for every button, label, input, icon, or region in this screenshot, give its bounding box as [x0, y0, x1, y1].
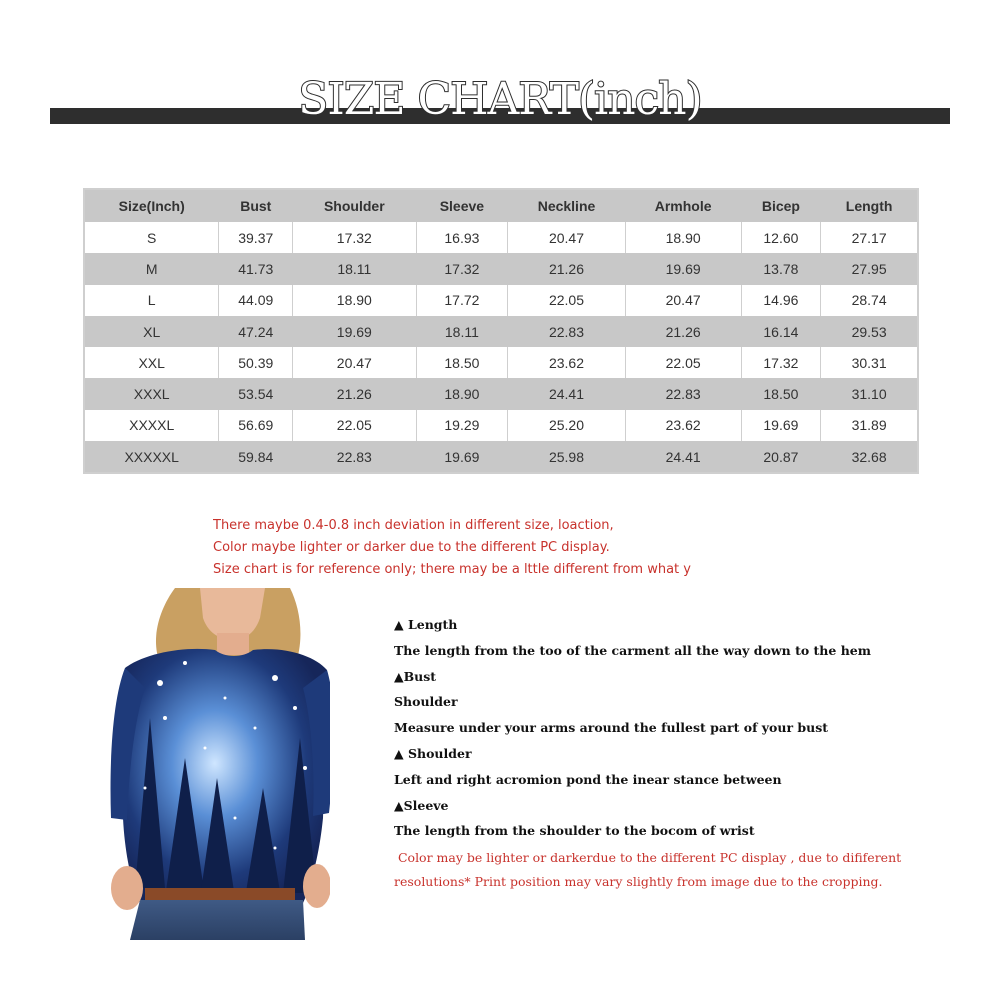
table-cell: 18.11	[293, 253, 416, 284]
table-cell: 22.05	[508, 285, 625, 316]
table-cell: 16.93	[416, 222, 508, 253]
table-cell: 17.72	[416, 285, 508, 316]
column-header: Bust	[219, 189, 293, 222]
table-cell: 20.87	[741, 441, 821, 473]
note-line: Color maybe lighter or darker due to the different PC display.	[213, 540, 610, 555]
table-cell: M	[84, 253, 219, 284]
table-cell: 18.50	[741, 378, 821, 409]
table-cell: 31.89	[821, 410, 918, 441]
column-header: Size(Inch)	[84, 189, 219, 222]
table-cell: 47.24	[219, 316, 293, 347]
size-chart-table	[83, 188, 919, 474]
table-cell: 17.32	[741, 347, 821, 378]
length-heading: ▲ Length	[394, 617, 458, 632]
table-cell: 20.47	[625, 285, 741, 316]
table-cell: 23.62	[625, 410, 741, 441]
table-cell: 18.90	[416, 378, 508, 409]
column-header: Armhole	[625, 189, 741, 222]
table-cell: 27.17	[821, 222, 918, 253]
table-cell: 21.26	[508, 253, 625, 284]
table-row	[84, 441, 918, 473]
note-line: There maybe 0.4-0.8 inch deviation in different size, loaction,	[213, 518, 614, 533]
page-title: SIZE CHART(inch)	[298, 74, 702, 125]
table-cell: 16.14	[741, 316, 821, 347]
table-row	[84, 285, 918, 316]
shoulder-heading: ▲ Shoulder	[394, 745, 472, 761]
column-header: Bicep	[741, 189, 821, 222]
table-cell: 20.47	[508, 222, 625, 253]
shoulder-text: Left and right acromion pond the inear stance between	[394, 771, 782, 787]
sleeve-text: The length from the shoulder to the bocom of wrist	[394, 823, 755, 839]
table-cell: 12.60	[741, 222, 821, 253]
table-cell: 53.54	[219, 378, 293, 409]
table-cell: 19.69	[416, 441, 508, 473]
table-cell: 23.62	[508, 347, 625, 378]
bust-heading: ▲Bust	[394, 668, 437, 684]
footer-line: resolutions* Print position may vary slightly from image due to the cropping.	[394, 874, 883, 889]
table-cell: XXXL	[84, 378, 219, 409]
product-photo	[105, 588, 330, 940]
table-cell: 19.69	[625, 253, 741, 284]
table-cell: XXXXXL	[84, 441, 219, 473]
table-cell: 24.41	[625, 441, 741, 473]
table-cell: 50.39	[219, 347, 293, 378]
table-row	[84, 222, 918, 253]
table-cell: 21.26	[293, 378, 416, 409]
table-cell: 19.69	[293, 316, 416, 347]
table-cell: XXXXL	[84, 410, 219, 441]
footer-line: Color may be lighter or darkerdue to the different PC display , due to dififerent	[394, 850, 902, 865]
deviation-notes	[213, 515, 733, 581]
table-cell: S	[84, 222, 219, 253]
table-cell: 28.74	[821, 285, 918, 316]
table-cell: 22.83	[508, 316, 625, 347]
table-cell: 22.83	[293, 441, 416, 473]
table-cell: 24.41	[508, 378, 625, 409]
note-line: Size chart is for reference only; there may be a lttle different from what y	[213, 562, 691, 577]
table-row	[84, 378, 918, 409]
table-cell: 30.31	[821, 347, 918, 378]
table-cell: 13.78	[741, 253, 821, 284]
bust-subheading: Shoulder	[394, 694, 458, 710]
column-header: Neckline	[508, 189, 625, 222]
table-cell: 29.53	[821, 316, 918, 347]
table-cell: 44.09	[219, 285, 293, 316]
table-cell: 31.10	[821, 378, 918, 409]
table-cell: 17.32	[416, 253, 508, 284]
table-row	[84, 316, 918, 347]
table-cell: 22.83	[625, 378, 741, 409]
column-header: Shoulder	[293, 189, 416, 222]
table-header-row	[84, 189, 918, 222]
sleeve-heading: ▲Sleeve	[394, 797, 449, 813]
table-cell: 59.84	[219, 441, 293, 473]
table-cell: 25.20	[508, 410, 625, 441]
measurement-descriptions	[394, 612, 954, 844]
table-row	[84, 253, 918, 284]
table-row	[84, 410, 918, 441]
table-cell: 32.68	[821, 441, 918, 473]
table-cell: 22.05	[625, 347, 741, 378]
table-cell: 18.90	[625, 222, 741, 253]
table-cell: 18.11	[416, 316, 508, 347]
table-cell: 27.95	[821, 253, 918, 284]
table-cell: 56.69	[219, 410, 293, 441]
table-cell: 20.47	[293, 347, 416, 378]
table-cell: 39.37	[219, 222, 293, 253]
bust-text: Measure under your arms around the fullest part of your bust	[394, 720, 829, 736]
table-row	[84, 347, 918, 378]
footer-note	[394, 846, 954, 894]
table-cell: 19.29	[416, 410, 508, 441]
table-cell: 19.69	[741, 410, 821, 441]
table-cell: 21.26	[625, 316, 741, 347]
column-header: Sleeve	[416, 189, 508, 222]
table-cell: 22.05	[293, 410, 416, 441]
length-text: The length from the too of the carment all the way down to the hem	[394, 642, 871, 658]
table-cell: L	[84, 285, 219, 316]
table-cell: 41.73	[219, 253, 293, 284]
table-cell: 18.90	[293, 285, 416, 316]
table-cell: 14.96	[741, 285, 821, 316]
column-header: Length	[821, 189, 918, 222]
table-cell: 25.98	[508, 441, 625, 473]
table-cell: XXL	[84, 347, 219, 378]
table-cell: 17.32	[293, 222, 416, 253]
table-cell: 18.50	[416, 347, 508, 378]
table-cell: XL	[84, 316, 219, 347]
